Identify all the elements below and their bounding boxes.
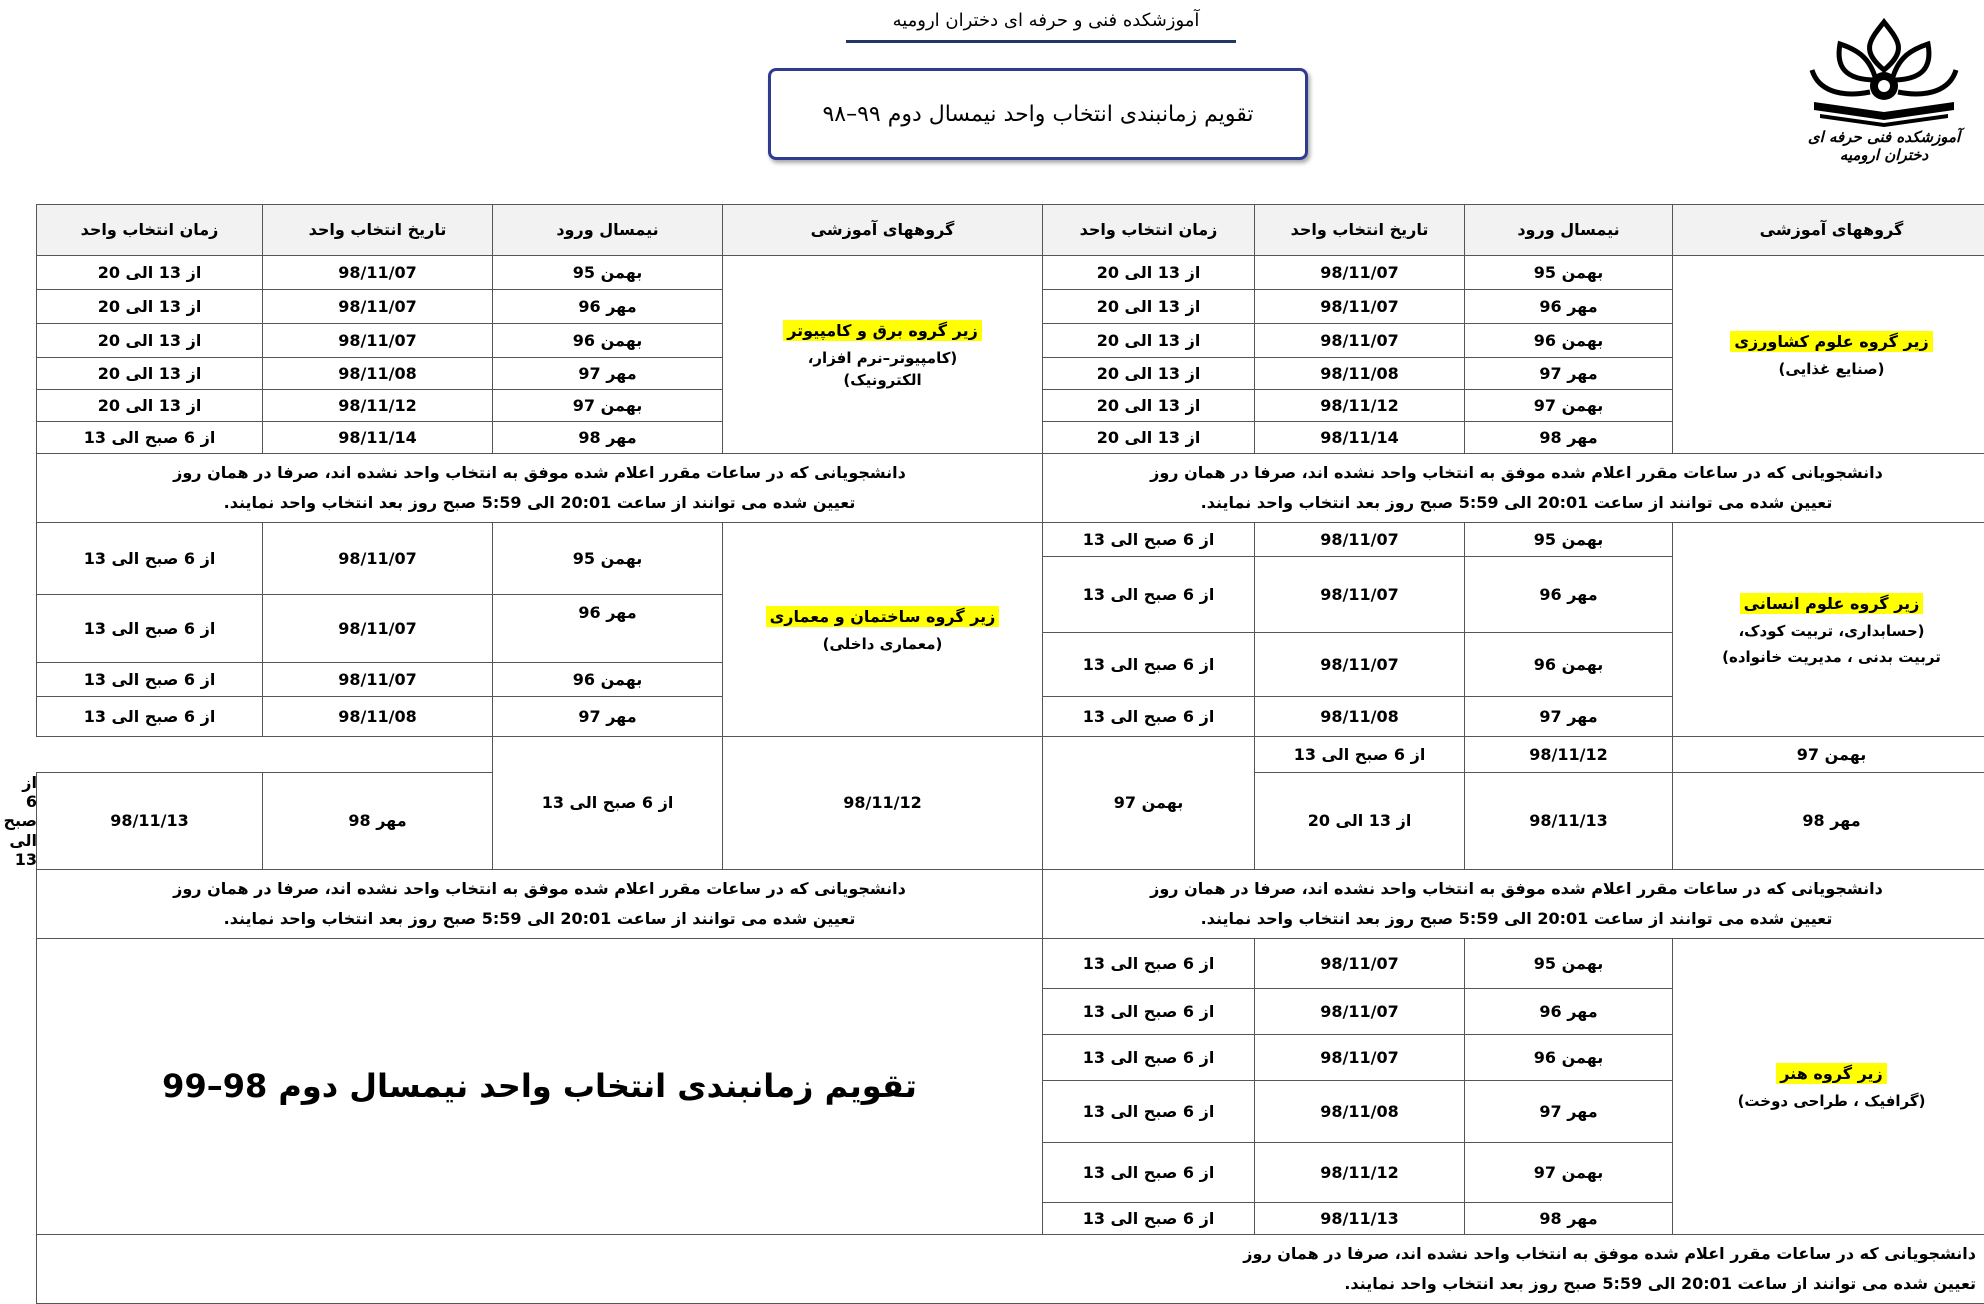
semester-cell: بهمن 95 [493,523,723,595]
table-row [37,256,1984,290]
table-row [37,938,1984,988]
semester-cell: مهر 96 [1465,557,1673,633]
time-cell: از 6 صبح الی 13 [37,595,263,663]
semester-cell: مهر 96 [1465,988,1673,1034]
time-cell: از 13 الی 20 [1255,773,1465,870]
semester-cell: بهمن 96 [493,663,723,697]
group-cell-agriculture [1673,256,1984,454]
group-title: زیر گروه علوم انسانی [1740,593,1924,614]
date-cell: 98/11/07 [1255,324,1465,358]
school-name-underline [846,40,1236,43]
date-cell: 98/11/12 [1255,1142,1465,1202]
date-cell: 98/11/13 [1465,773,1673,870]
semester-cell: مهر 96 [493,290,723,324]
group-title: زیر گروه ساختمان و معماری [766,606,1000,627]
page-title: تقویم زمانبندی انتخاب واحد نیمسال دوم ۹۹–۹۸ [822,102,1253,127]
group-title: زیر گروه هنر [1776,1063,1887,1084]
time-cell: از 13 الی 20 [1043,390,1255,422]
date-cell: 98/11/07 [1255,633,1465,697]
note-line-1: دانشجویانی که در ساعات مقرر اعلام شده موفق به انتخاب واحد نشده اند، صرفا در همان روز [43,1239,1976,1269]
bottom-title: تقویم زمانبندی انتخاب واحد نیمسال دوم 98–99 [37,938,1043,1234]
date-cell: 98/11/13 [37,773,263,870]
semester-cell: بهمن 96 [1465,324,1673,358]
semester-cell: مهر 97 [493,358,723,390]
time-cell: از 13 الی 20 [1043,422,1255,454]
note-line-1: دانشجویانی که در ساعات مقرر اعلام شده موفق به انتخاب واحد نشده اند، صرفا در همان روز [1049,874,1984,904]
date-cell: 98/11/07 [263,256,493,290]
note-line-1: دانشجویانی که در ساعات مقرر اعلام شده موفق به انتخاب واحد نشده اند، صرفا در همان روز [1049,458,1984,488]
note-row [37,454,1984,523]
date-cell: 98/11/07 [263,324,493,358]
note-cell [1043,869,1984,938]
note-line-2: تعیین شده می توانند از ساعت 20:01 الی 5:59 صبح روز بعد انتخاب واحد نمایند. [43,488,1036,518]
date-cell: 98/11/07 [263,523,493,595]
table-row [37,737,1984,773]
time-cell: از 6 صبح الی 13 [1043,557,1255,633]
semester-cell: مهر 97 [1465,358,1673,390]
semester-cell: مهر 96 [1465,290,1673,324]
note-line-2: تعیین شده می توانند از ساعت 20:01 الی 5:59 صبح روز بعد انتخاب واحد نمایند. [43,1269,1976,1299]
group-cell-art [1673,938,1984,1234]
semester-cell: مهر 96 [493,595,723,663]
note-cell [37,1234,1984,1303]
col-header-semester: نیمسال ورود [1465,205,1673,256]
col-header-time: زمان انتخاب واحد [1043,205,1255,256]
date-cell: 98/11/08 [263,358,493,390]
group-subtitle: (کامپیوتر–نرم افزار، [723,349,1042,367]
school-name: آموزشکده فنی و حرفه ای دختران ارومیه [846,10,1246,31]
school-logo [1800,10,1968,160]
date-cell: 98/11/07 [1255,523,1465,557]
date-cell: 98/11/12 [723,737,1043,870]
date-cell: 98/11/07 [1255,256,1465,290]
time-cell: از 13 الی 20 [1043,324,1255,358]
semester-cell: بهمن 95 [1465,256,1673,290]
time-cell: از 6 صبح الی 13 [37,422,263,454]
col-header-date: تاریخ انتخاب واحد [263,205,493,256]
time-cell: از 6 صبح الی 13 [1043,1202,1255,1234]
time-cell: از 6 صبح الی 13 [1043,1080,1255,1142]
date-cell: 98/11/13 [1255,1202,1465,1234]
date-cell: 98/11/07 [1255,938,1465,988]
semester-cell: بهمن 95 [1465,938,1673,988]
group-cell-electrical-computer [723,256,1043,454]
date-cell: 98/11/08 [1255,1080,1465,1142]
schedule-table [36,204,1984,1304]
date-cell: 98/11/07 [1255,1034,1465,1080]
semester-cell: بهمن 97 [1465,390,1673,422]
date-cell: 98/11/08 [1255,358,1465,390]
col-header-group: گروههای آموزشی [1673,205,1984,256]
group-title: زیر گروه برق و کامپیوتر [783,320,982,341]
date-cell: 98/11/07 [263,663,493,697]
date-cell: 98/11/14 [263,422,493,454]
time-cell: از 6 صبح الی 13 [1043,523,1255,557]
group-subtitle: تربیت بدنی ، مدیریت خانواده) [1673,648,1984,666]
group-subtitle: (حسابداری، تربیت کودک، [1673,622,1984,640]
time-cell: از 13 الی 20 [1043,290,1255,324]
time-cell: از 6 صبح الی 13 [493,737,723,870]
semester-cell: بهمن 97 [1673,737,1984,773]
semester-cell: مهر 98 [1465,1202,1673,1234]
note-line-2: تعیین شده می توانند از ساعت 20:01 الی 5:59 صبح روز بعد انتخاب واحد نمایند. [1049,488,1984,518]
group-subtitle: (گرافیک ، طراحی دوخت) [1673,1092,1984,1110]
time-cell: از 6 صبح الی 13 [37,523,263,595]
group-subtitle: الکترونیک) [723,371,1042,389]
semester-cell: بهمن 95 [1465,523,1673,557]
time-cell: از 6 صبح الی 13 [1043,1142,1255,1202]
note-row [37,869,1984,938]
time-cell: از 6 صبح الی 13 [1043,1034,1255,1080]
col-header-group: گروههای آموزشی [723,205,1043,256]
note-cell [37,869,1043,938]
group-subtitle: (صنایع غذایی) [1673,360,1984,378]
note-cell [1043,454,1984,523]
time-cell: از 6 صبح الی 13 [37,697,263,737]
note-row [37,1234,1984,1303]
page-title-box [768,68,1308,160]
note-line-2: تعیین شده می توانند از ساعت 20:01 الی 5:59 صبح روز بعد انتخاب واحد نمایند. [1049,904,1984,934]
time-cell: از 13 الی 20 [37,358,263,390]
semester-cell: بهمن 97 [1043,737,1255,870]
semester-cell: بهمن 96 [1465,1034,1673,1080]
time-cell: از 13 الی 20 [37,390,263,422]
time-cell: از 13 الی 20 [37,324,263,358]
time-cell: از 13 الی 20 [37,256,263,290]
group-cell-building-architecture [723,523,1043,737]
table-row [37,523,1984,557]
col-header-semester: نیمسال ورود [493,205,723,256]
date-cell: 98/11/12 [1255,390,1465,422]
semester-cell: بهمن 96 [493,324,723,358]
col-header-date: تاریخ انتخاب واحد [1255,205,1465,256]
semester-cell: مهر 97 [493,697,723,737]
time-cell: از 13 الی 20 [1043,358,1255,390]
table-row: مهر 98 98/11/13 از 13 الی 20 مهر 98 98/11/13 از 6 صبح الی 13 [37,773,1984,870]
time-cell: از 6 صبح الی 13 [37,663,263,697]
date-cell: 98/11/07 [263,290,493,324]
date-cell: 98/11/12 [1465,737,1673,773]
note-line-1: دانشجویانی که در ساعات مقرر اعلام شده موفق به انتخاب واحد نشده اند، صرفا در همان روز [43,874,1036,904]
date-cell: 98/11/08 [263,697,493,737]
logo-text: آموزشکده فنی حرفه ای دختران ارومیه [1800,128,1968,164]
date-cell: 98/11/12 [263,390,493,422]
semester-cell: بهمن 97 [493,390,723,422]
time-cell: از 13 الی 20 [1043,256,1255,290]
group-cell-humanities [1673,523,1984,737]
logo-emblem-icon [1800,10,1968,128]
note-line-2: تعیین شده می توانند از ساعت 20:01 الی 5:59 صبح روز بعد انتخاب واحد نمایند. [43,904,1036,934]
date-cell: 98/11/07 [1255,557,1465,633]
group-subtitle: (معماری داخلی) [723,635,1042,653]
date-cell: 98/11/08 [1255,697,1465,737]
date-cell: 98/11/07 [263,595,493,663]
time-cell: از 6 صبح الی 13 [1043,938,1255,988]
col-header-time: زمان انتخاب واحد [37,205,263,256]
note-line-1: دانشجویانی که در ساعات مقرر اعلام شده موفق به انتخاب واحد نشده اند، صرفا در همان روز [43,458,1036,488]
date-cell: 98/11/14 [1255,422,1465,454]
time-cell: از 6 صبح الی 13 [1255,737,1465,773]
header-row [37,205,1984,256]
time-cell: از 6 صبح الی 13 [1043,697,1255,737]
semester-cell: مهر 98 [493,422,723,454]
semester-cell: مهر 98 [1465,422,1673,454]
semester-cell: مهر 98 [263,773,493,870]
semester-cell: بهمن 97 [1465,1142,1673,1202]
time-cell: از 6 صبح الی 13 [1043,988,1255,1034]
group-title: زیر گروه علوم کشاورزی [1730,331,1932,352]
semester-cell: مهر 97 [1465,697,1673,737]
date-cell: 98/11/07 [1255,290,1465,324]
time-cell: از 6 صبح الی 13 [1043,633,1255,697]
date-cell: 98/11/07 [1255,988,1465,1034]
note-cell [37,454,1043,523]
semester-cell: مهر 98 [1673,773,1984,870]
semester-cell: بهمن 96 [1465,633,1673,697]
semester-cell: بهمن 95 [493,256,723,290]
time-cell: از 13 الی 20 [37,290,263,324]
semester-cell: مهر 97 [1465,1080,1673,1142]
